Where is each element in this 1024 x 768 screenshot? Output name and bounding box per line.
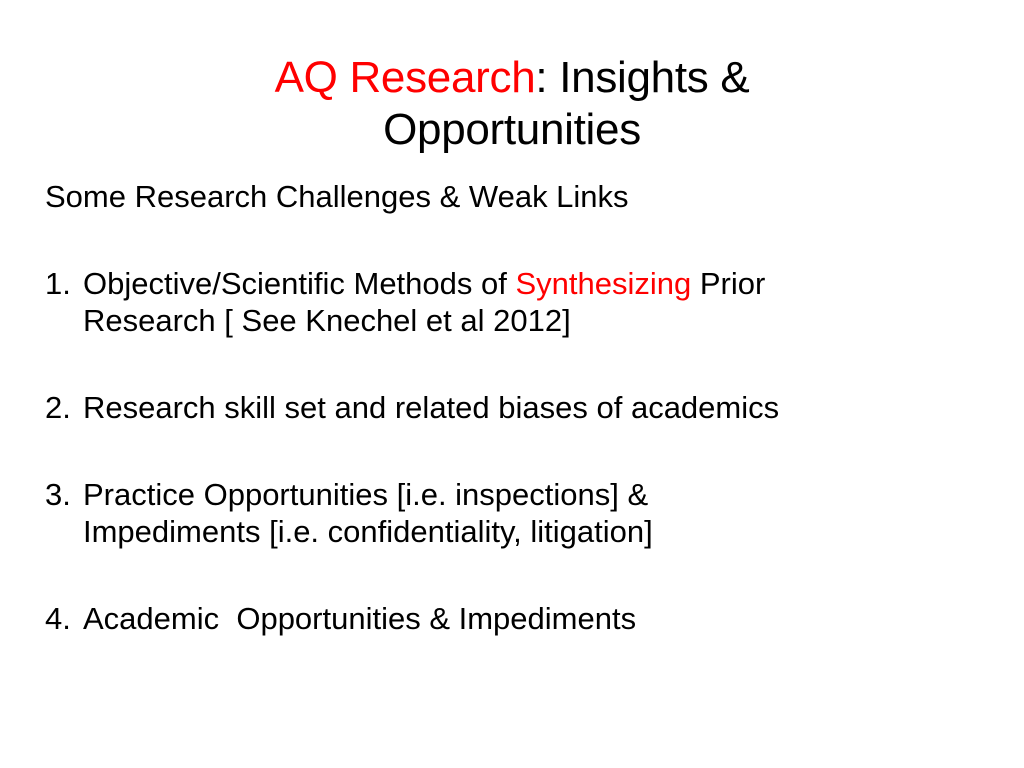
slide-subtitle: Some Research Challenges & Weak Links (45, 179, 629, 214)
item-3-line2: Impediments [i.e. confidentiality, litigation] (83, 514, 653, 549)
list-item-4 (45, 587, 985, 637)
item-1-line2: Research [ See Knechel et al 2012] (83, 303, 571, 338)
list-item-1 (45, 252, 985, 339)
list-item-text (83, 265, 985, 339)
item-1-before: Objective/Scientific Methods of (83, 266, 516, 301)
item-1-highlight: Synthesizing (515, 266, 692, 301)
list-item-text: Research skill set and related biases of academics (83, 390, 780, 425)
list-item-number: 1. (45, 266, 71, 301)
list-item-number: 4. (45, 601, 71, 636)
item-1-after: Prior (691, 266, 766, 301)
title-accent: AQ Research (274, 53, 536, 102)
list-item-text: Academic Opportunities & Impediments (83, 601, 637, 636)
slide-body (45, 178, 985, 637)
item-3-line1: Practice Opportunities [i.e. inspections] & (83, 477, 649, 512)
list-item-text (83, 476, 985, 550)
list-item-3 (45, 463, 985, 550)
slide-title (0, 52, 1024, 156)
list-item-number: 3. (45, 477, 71, 512)
list-item-2 (45, 376, 985, 426)
list-item-number: 2. (45, 390, 71, 425)
title-rest-line1: : Insights & (535, 53, 750, 102)
title-line2: Opportunities (383, 105, 641, 154)
